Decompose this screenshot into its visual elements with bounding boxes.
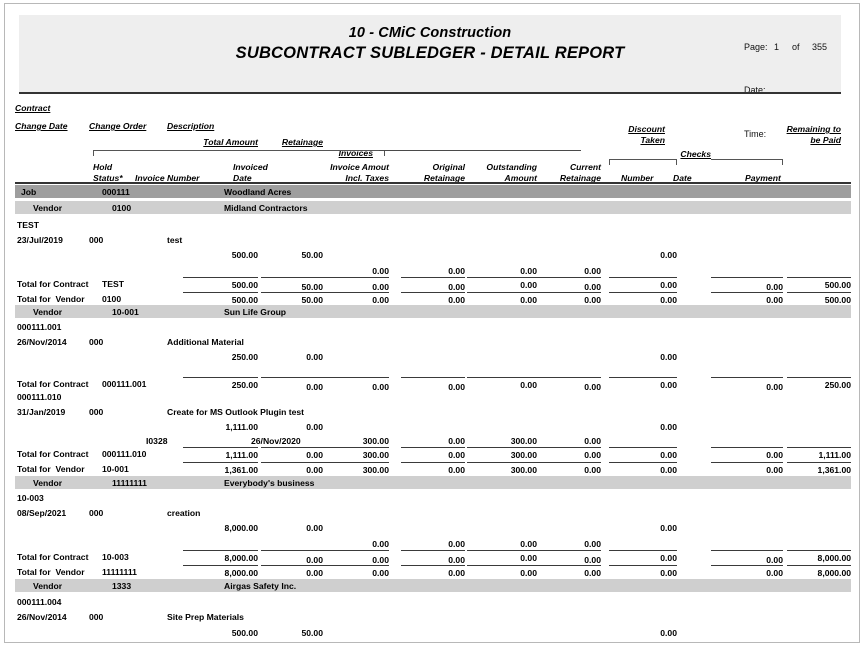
col-change-date: Change Date	[15, 121, 68, 131]
report-title: SUBCONTRACT SUBLEDGER - DETAIL REPORT	[235, 44, 625, 62]
total-amount-value: 500.00	[231, 250, 258, 260]
vt-total-amount: 1,361.00	[224, 465, 258, 475]
total-for-contract-code: 000111.001	[102, 379, 147, 389]
discount-taken-value: 0.00	[660, 352, 677, 362]
total-rule	[609, 462, 677, 463]
vt-total-amount: 500.00	[231, 295, 258, 305]
ct-payment: 0.00	[766, 450, 783, 460]
total-for-contract-label: Total for Contract	[17, 379, 89, 389]
vt-payment: 0.00	[766, 568, 783, 578]
col-payment: Payment	[745, 173, 781, 183]
vendor-code: 11111111	[112, 478, 147, 488]
col-invoices: Invoices	[338, 148, 373, 158]
total-for-contract-code: TEST	[102, 279, 124, 289]
vt-invoice-amount: 0.00	[372, 568, 389, 578]
ct-outstanding: 300.00	[510, 450, 537, 460]
vt-discount: 0.00	[660, 568, 677, 578]
original-retainage-value: 0.00	[448, 266, 465, 276]
ct-total-amount: 250.00	[231, 380, 258, 390]
header-divider	[19, 92, 841, 94]
vendor-band	[15, 579, 851, 592]
total-for-vendor-label: Total for Vendor	[17, 294, 85, 304]
ct-retainage: 0.00	[306, 555, 323, 565]
ct-discount: 0.00	[660, 280, 677, 290]
change-date: 26/Nov/2014	[17, 612, 67, 622]
ct-invoice-amount: 0.00	[372, 555, 389, 565]
contract-code: 000111.004	[17, 597, 62, 607]
vt-current-retainage: 0.00	[584, 465, 601, 475]
page-label: Page:	[743, 41, 768, 52]
subtotal-rule	[787, 377, 851, 378]
subtotal-rule	[609, 277, 677, 278]
total-rule	[401, 462, 465, 463]
total-rule	[537, 292, 601, 293]
vendor-band	[15, 476, 851, 489]
page-row	[724, 25, 827, 69]
vt-original-retainage: 0.00	[448, 568, 465, 578]
discount-taken-value: 0.00	[660, 422, 677, 432]
col-discount-l1: Discount	[628, 124, 665, 134]
current-retainage-value: 0.00	[584, 539, 601, 549]
subtotal-rule	[305, 277, 389, 278]
vt-outstanding: 0.00	[520, 295, 537, 305]
report-page	[4, 3, 860, 643]
outstanding-amount-value: 300.00	[510, 436, 537, 446]
ct-total-amount: 8,000.00	[224, 553, 258, 563]
change-description: test	[167, 235, 183, 245]
subtotal-rule	[401, 447, 465, 448]
total-amount-value: 250.00	[231, 352, 258, 362]
vt-outstanding: 0.00	[520, 568, 537, 578]
ct-discount: 0.00	[660, 553, 677, 563]
col-invoice-number: Invoice Number	[135, 173, 200, 183]
columns-divider	[15, 182, 851, 184]
subtotal-rule	[787, 277, 851, 278]
ct-outstanding: 0.00	[520, 380, 537, 390]
vt-total-amount: 8,000.00	[224, 568, 258, 578]
col-current-ret-l1: Current	[569, 162, 601, 172]
vt-remaining: 1,361.00	[817, 465, 851, 475]
discount-taken-value: 0.00	[660, 250, 677, 260]
ct-outstanding: 0.00	[520, 553, 537, 563]
col-invoiced-l1: Invoiced	[233, 162, 268, 172]
job-code: 000111	[102, 187, 130, 197]
vendor-name: Midland Contractors	[224, 203, 308, 213]
col-current-ret-l2: Retainage	[559, 173, 601, 183]
retainage-value: 0.00	[306, 352, 323, 362]
total-rule	[183, 565, 258, 566]
total-amount-value: 8,000.00	[224, 523, 258, 533]
total-rule	[401, 292, 465, 293]
discount-taken-value: 0.00	[660, 523, 677, 533]
total-for-contract-label: Total for Contract	[17, 449, 89, 459]
bracket-invoices-left	[323, 150, 385, 156]
total-amount-value: 500.00	[231, 628, 258, 638]
ct-total-amount: 500.00	[231, 280, 258, 290]
total-rule	[305, 462, 389, 463]
vt-payment: 0.00	[766, 465, 783, 475]
total-rule	[467, 462, 537, 463]
subtotal-rule	[305, 377, 389, 378]
ct-current-retainage: 0.00	[584, 282, 601, 292]
ct-original-retainage: 0.00	[448, 382, 465, 392]
job-label: Job	[21, 187, 37, 197]
change-order: 000	[89, 407, 104, 417]
subtotal-rule	[183, 377, 258, 378]
change-description: Additional Material	[167, 337, 244, 347]
col-check-number: Number	[621, 173, 654, 183]
subtotal-rule	[467, 550, 537, 551]
total-rule	[537, 565, 601, 566]
ct-outstanding: 0.00	[520, 280, 537, 290]
subtotal-rule	[183, 447, 258, 448]
ct-retainage: 50.00	[301, 282, 323, 292]
subtotal-rule	[401, 277, 465, 278]
ct-discount: 0.00	[660, 450, 677, 460]
total-for-contract-label: Total for Contract	[17, 552, 89, 562]
vendor-band	[15, 201, 851, 214]
vendor-label: Vendor	[33, 307, 63, 317]
ct-remaining: 250.00	[824, 380, 851, 390]
total-amount-value: 1,111.00	[225, 422, 258, 432]
ct-current-retainage: 0.00	[584, 450, 601, 460]
original-retainage-value: 0.00	[448, 539, 465, 549]
subtotal-rule	[787, 447, 851, 448]
subtotal-rule	[537, 447, 601, 448]
vendor-label: Vendor	[33, 581, 63, 591]
invoice-amount-value: 0.00	[372, 266, 389, 276]
col-remaining-l2: be Paid	[810, 135, 841, 145]
change-date: 08/Sep/2021	[17, 508, 67, 518]
col-invoice-amount-l1: Invoice Amout	[330, 162, 389, 172]
invoice-amount-value: 0.00	[372, 539, 389, 549]
ct-payment: 0.00	[766, 382, 783, 392]
ct-invoice-amount: 300.00	[362, 450, 389, 460]
total-rule	[305, 565, 389, 566]
col-outstanding-l1: Outstanding	[486, 162, 537, 172]
ct-original-retainage: 0.00	[448, 555, 465, 565]
ct-invoice-amount: 0.00	[372, 382, 389, 392]
ct-invoice-amount: 0.00	[372, 282, 389, 292]
retainage-value: 0.00	[306, 523, 323, 533]
col-retainage: Retainage	[281, 137, 323, 147]
subtotal-rule	[183, 550, 258, 551]
subtotal-rule	[609, 377, 677, 378]
total-for-contract-code: 10-003	[102, 552, 129, 562]
ct-remaining: 500.00	[824, 280, 851, 290]
subtotal-rule	[183, 277, 258, 278]
subtotal-rule	[467, 377, 537, 378]
total-rule	[711, 565, 783, 566]
col-discount-l2: Taken	[640, 135, 665, 145]
subtotal-rule	[787, 550, 851, 551]
total-rule	[401, 565, 465, 566]
total-rule	[609, 292, 677, 293]
vt-current-retainage: 0.00	[584, 568, 601, 578]
retainage-value: 0.00	[306, 422, 323, 432]
change-date: 26/Nov/2014	[17, 337, 67, 347]
subtotal-rule	[609, 550, 677, 551]
subtotal-rule	[537, 377, 601, 378]
col-original-ret-l2: Retainage	[423, 173, 465, 183]
subtotal-rule	[401, 377, 465, 378]
vt-invoice-amount: 300.00	[362, 465, 389, 475]
total-rule	[787, 462, 851, 463]
change-order: 000	[89, 235, 104, 245]
ct-original-retainage: 0.00	[448, 450, 465, 460]
vt-discount: 0.00	[660, 465, 677, 475]
job-band	[15, 185, 851, 198]
vt-retainage: 0.00	[306, 568, 323, 578]
total-rule	[609, 565, 677, 566]
vendor-name: Airgas Safety Inc.	[224, 581, 297, 591]
ct-discount: 0.00	[660, 380, 677, 390]
vendor-name: Everybody's business	[224, 478, 315, 488]
total-rule	[711, 462, 783, 463]
contract-code: 000111.010	[17, 392, 62, 402]
total-rule	[467, 565, 537, 566]
vt-outstanding: 300.00	[510, 465, 537, 475]
subtotal-rule	[467, 447, 537, 448]
current-retainage-value: 0.00	[584, 436, 601, 446]
total-rule	[183, 292, 258, 293]
total-for-contract-code: 000111.010	[102, 449, 147, 459]
column-headers	[5, 96, 860, 184]
change-description: Site Prep Materials	[167, 612, 244, 622]
invoice-number-value: I0328	[146, 436, 168, 446]
ct-remaining: 1,111.00	[818, 450, 851, 460]
page-number: 1	[773, 41, 779, 52]
original-retainage-value: 0.00	[448, 436, 465, 446]
ct-payment: 0.00	[766, 282, 783, 292]
bracket-total-retainage	[93, 150, 323, 156]
subtotal-rule	[711, 277, 783, 278]
vt-current-retainage: 0.00	[584, 295, 601, 305]
change-order: 000	[89, 337, 104, 347]
subtotal-rule	[537, 550, 601, 551]
change-order: 000	[89, 612, 104, 622]
vt-retainage: 0.00	[306, 465, 323, 475]
col-checks: Checks	[680, 149, 711, 159]
current-retainage-value: 0.00	[584, 266, 601, 276]
bracket-discount	[609, 159, 677, 165]
col-check-date: Date	[673, 173, 692, 183]
col-total-amount: Total Amount	[203, 137, 258, 147]
total-rule	[183, 462, 258, 463]
vendor-code: 0100	[112, 203, 132, 213]
total-for-vendor-label: Total for Vendor	[17, 464, 85, 474]
discount-taken-value: 0.00	[660, 628, 677, 638]
ct-original-retainage: 0.00	[448, 282, 465, 292]
subtotal-rule	[305, 550, 389, 551]
change-date: 23/Jul/2019	[17, 235, 63, 245]
retainage-value: 50.00	[301, 250, 323, 260]
total-for-vendor-code: 11111111	[102, 567, 137, 577]
total-rule	[467, 292, 537, 293]
total-for-contract-label: Total for Contract	[17, 279, 89, 289]
subtotal-rule	[537, 277, 601, 278]
subtotal-rule	[711, 377, 783, 378]
invoiced-date-value: 26/Nov/2020	[251, 436, 301, 446]
change-description: Create for MS Outlook Plugin test	[167, 407, 305, 417]
outstanding-amount-value: 0.00	[520, 266, 537, 276]
subtotal-rule	[305, 447, 389, 448]
vt-original-retainage: 0.00	[448, 465, 465, 475]
subtotal-rule	[711, 550, 783, 551]
ct-retainage: 0.00	[306, 382, 323, 392]
total-rule	[305, 292, 389, 293]
page-total: 355	[811, 41, 827, 52]
vendor-code: 1333	[112, 581, 132, 591]
contract-code: TEST	[17, 220, 39, 230]
total-rule	[711, 292, 783, 293]
subtotal-rule	[401, 550, 465, 551]
col-invoiced-l2: Date	[233, 173, 252, 183]
col-original-ret-l1: Original	[432, 162, 465, 172]
vendor-name: Sun Life Group	[224, 307, 287, 317]
subtotal-rule	[711, 447, 783, 448]
bracket-invoices-right	[379, 150, 581, 151]
vt-remaining: 500.00	[824, 295, 851, 305]
col-hold-l1: Hold	[93, 162, 113, 172]
outstanding-amount-value: 0.00	[520, 539, 537, 549]
col-remaining-l1: Remaining to	[786, 124, 841, 134]
col-invoice-amount-l2: Incl. Taxes	[345, 173, 389, 183]
col-hold-l2: Status*	[93, 173, 123, 183]
vendor-code: 10-001	[112, 307, 139, 317]
change-date: 31/Jan/2019	[17, 407, 66, 417]
of-label: of	[791, 41, 800, 52]
total-for-vendor-code: 10-001	[102, 464, 129, 474]
bracket-checks	[711, 159, 783, 165]
total-rule	[787, 565, 851, 566]
col-description: Description	[167, 121, 215, 131]
ct-payment: 0.00	[766, 555, 783, 565]
subtotal-rule	[609, 447, 677, 448]
vendor-band	[15, 305, 851, 318]
total-rule	[537, 462, 601, 463]
ct-current-retainage: 0.00	[584, 382, 601, 392]
date-label: Date:	[743, 85, 766, 95]
vt-discount: 0.00	[660, 295, 677, 305]
col-outstanding-l2: Amount	[504, 173, 537, 183]
ct-current-retainage: 0.00	[584, 555, 601, 565]
vt-remaining: 8,000.00	[817, 568, 851, 578]
contract-code: 10-003	[17, 493, 44, 503]
subtotal-rule	[467, 277, 537, 278]
contract-code: 000111.001	[17, 322, 62, 332]
company-title: 10 - CMiC Construction	[348, 25, 512, 41]
time-label: Time:	[743, 128, 767, 139]
total-for-vendor-label: Total for Vendor	[17, 567, 85, 577]
vendor-label: Vendor	[33, 478, 63, 488]
col-change-order: Change Order	[89, 121, 147, 131]
total-rule	[787, 292, 851, 293]
change-order: 000	[89, 508, 104, 518]
total-for-vendor-code: 0100	[102, 294, 122, 304]
change-description: creation	[167, 508, 201, 518]
ct-total-amount: 1,111.00	[225, 450, 258, 460]
ct-retainage: 0.00	[306, 450, 323, 460]
vt-retainage: 50.00	[301, 295, 323, 305]
vt-payment: 0.00	[766, 295, 783, 305]
ct-remaining: 8,000.00	[817, 553, 851, 563]
invoice-amount-value: 300.00	[362, 436, 389, 446]
vt-invoice-amount: 0.00	[372, 295, 389, 305]
job-name: Woodland Acres	[224, 187, 292, 197]
vt-original-retainage: 0.00	[448, 295, 465, 305]
vendor-label: Vendor	[33, 203, 63, 213]
retainage-value: 50.00	[301, 628, 323, 638]
col-contract: Contract	[15, 103, 51, 113]
